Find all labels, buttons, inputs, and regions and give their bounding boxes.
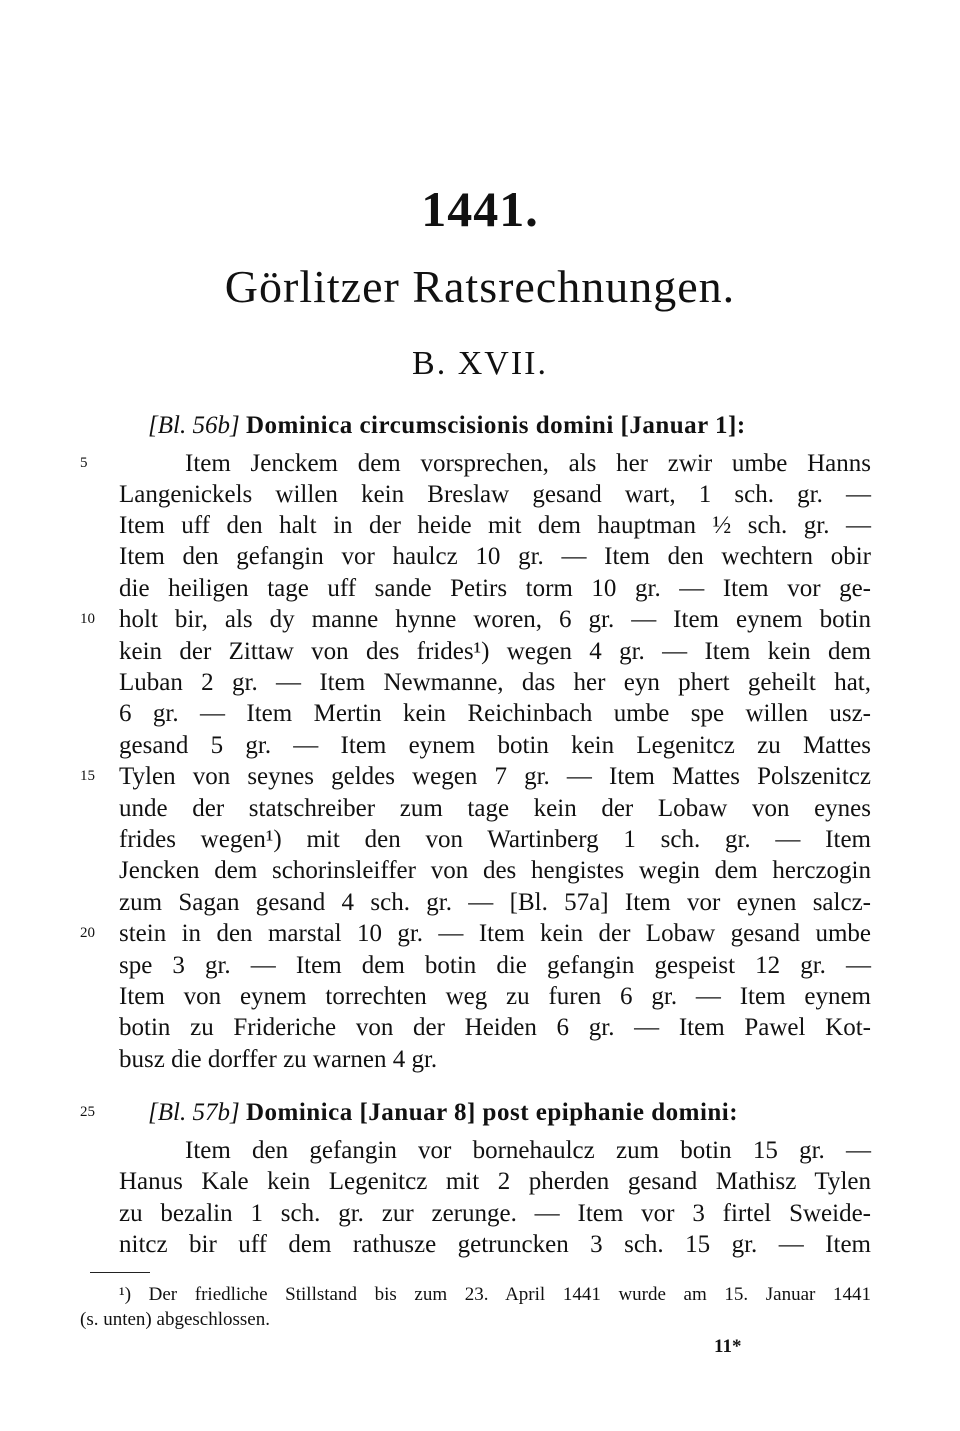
text-line: frides wegen¹) mit den von Wartinberg 1 sch. gr. — Item [119, 826, 871, 853]
text-line: holt bir, als dy manne hynne woren, 6 gr. — Item eynem botin [119, 606, 871, 633]
page-title: Görlitzer Ratsrechnungen. [224, 261, 736, 312]
text-line: Hanus Kale kein Legenitcz mit 2 pherden gesand Mathisz Tylen [119, 1168, 871, 1195]
text-line: Item den gefangin vor bornehaulcz zum botin 15 gr. — [185, 1137, 871, 1164]
line-number: 25 [80, 1104, 95, 1120]
text-line: Item den gefangin vor haulcz 10 gr. — Item den wechtern obir [119, 543, 871, 570]
footnote-separator [90, 1272, 150, 1273]
text-line: Luban 2 gr. — Item Newmanne, das her eyn phert geheilt hat, [119, 669, 871, 696]
text-line: Item Jenckem dem vorsprechen, als her zwir umbe Hanns [185, 450, 871, 477]
text-line: Langenickels willen kein Breslaw gesand wart, 1 sch. gr. — [119, 481, 871, 508]
folio-reference: [Bl. 56b] [148, 412, 240, 439]
year-heading: 1441. [421, 181, 539, 237]
footnote-line: ¹) Der friedliche Stillstand bis zum 23. April 1441 wurde am 15. Januar 1441 [119, 1284, 871, 1305]
text-line: botin zu Frideriche von der Heiden 6 gr. — Item Pawel Kot- [119, 1014, 871, 1041]
text-line: Item uff den halt in der heide mit dem hauptman ½ sch. gr. — [119, 512, 871, 539]
text-line: 6 gr. — Item Mertin kein Reichinbach umbe spe willen usz- [119, 700, 871, 727]
text-line: kein der Zittaw von des frides¹) wegen 4 gr. — Item kein dem [119, 638, 871, 665]
page-number: 11* [714, 1336, 742, 1357]
footnote-line: (s. unten) abgeschlossen. [80, 1309, 270, 1330]
section-heading [148, 1097, 838, 1128]
text-line: Item von eynem torrechten weg zu furen 6 gr. — Item eynem [119, 983, 871, 1010]
text-line: busz die dorffer zu warnen 4 gr. [119, 1046, 438, 1073]
text-line: unde der statschreiber zum tage kein der Lobaw von eynes [119, 795, 871, 822]
line-number: 20 [80, 925, 95, 941]
section-title: Dominica circumscisionis domini [Januar 1]: [245, 412, 746, 439]
text-line: spe 3 gr. — Item dem botin die gefangin gespeist 12 gr. — [119, 952, 871, 979]
section-title: Dominica [Januar 8] post epiphanie domini: [245, 1099, 739, 1126]
text-line: zum Sagan gesand 4 sch. gr. — [Bl. 57a] Item vor eynen salcz- [119, 889, 871, 916]
section-heading [148, 410, 838, 441]
text-line: stein in den marstal 10 gr. — Item kein der Lobaw gesand umbe [119, 920, 871, 947]
volume-label: B. XVII. [412, 345, 548, 382]
line-number: 10 [80, 611, 95, 627]
line-number: 15 [80, 768, 95, 784]
folio-reference: [Bl. 57b] [148, 1099, 240, 1126]
text-line: gesand 5 gr. — Item eynem botin kein Legenitcz zu Mattes [119, 732, 871, 759]
text-line: Tylen von seynes geldes wegen 7 gr. — Item Mattes Polszenitcz [119, 763, 871, 790]
text-line: zu bezalin 1 sch. gr. zur zerunge. — Item vor 3 firtel Sweide- [119, 1200, 871, 1227]
text-line: nitcz bir uff dem rathusze getruncken 3 sch. 15 gr. — Item [119, 1231, 871, 1258]
line-number: 5 [80, 455, 88, 471]
text-line: die heiligen tage uff sande Petirs torm 10 gr. — Item vor ge- [119, 575, 871, 602]
text-line: Jencken dem schorinsleiffer von des hengistes wegin dem herczogin [119, 857, 871, 884]
